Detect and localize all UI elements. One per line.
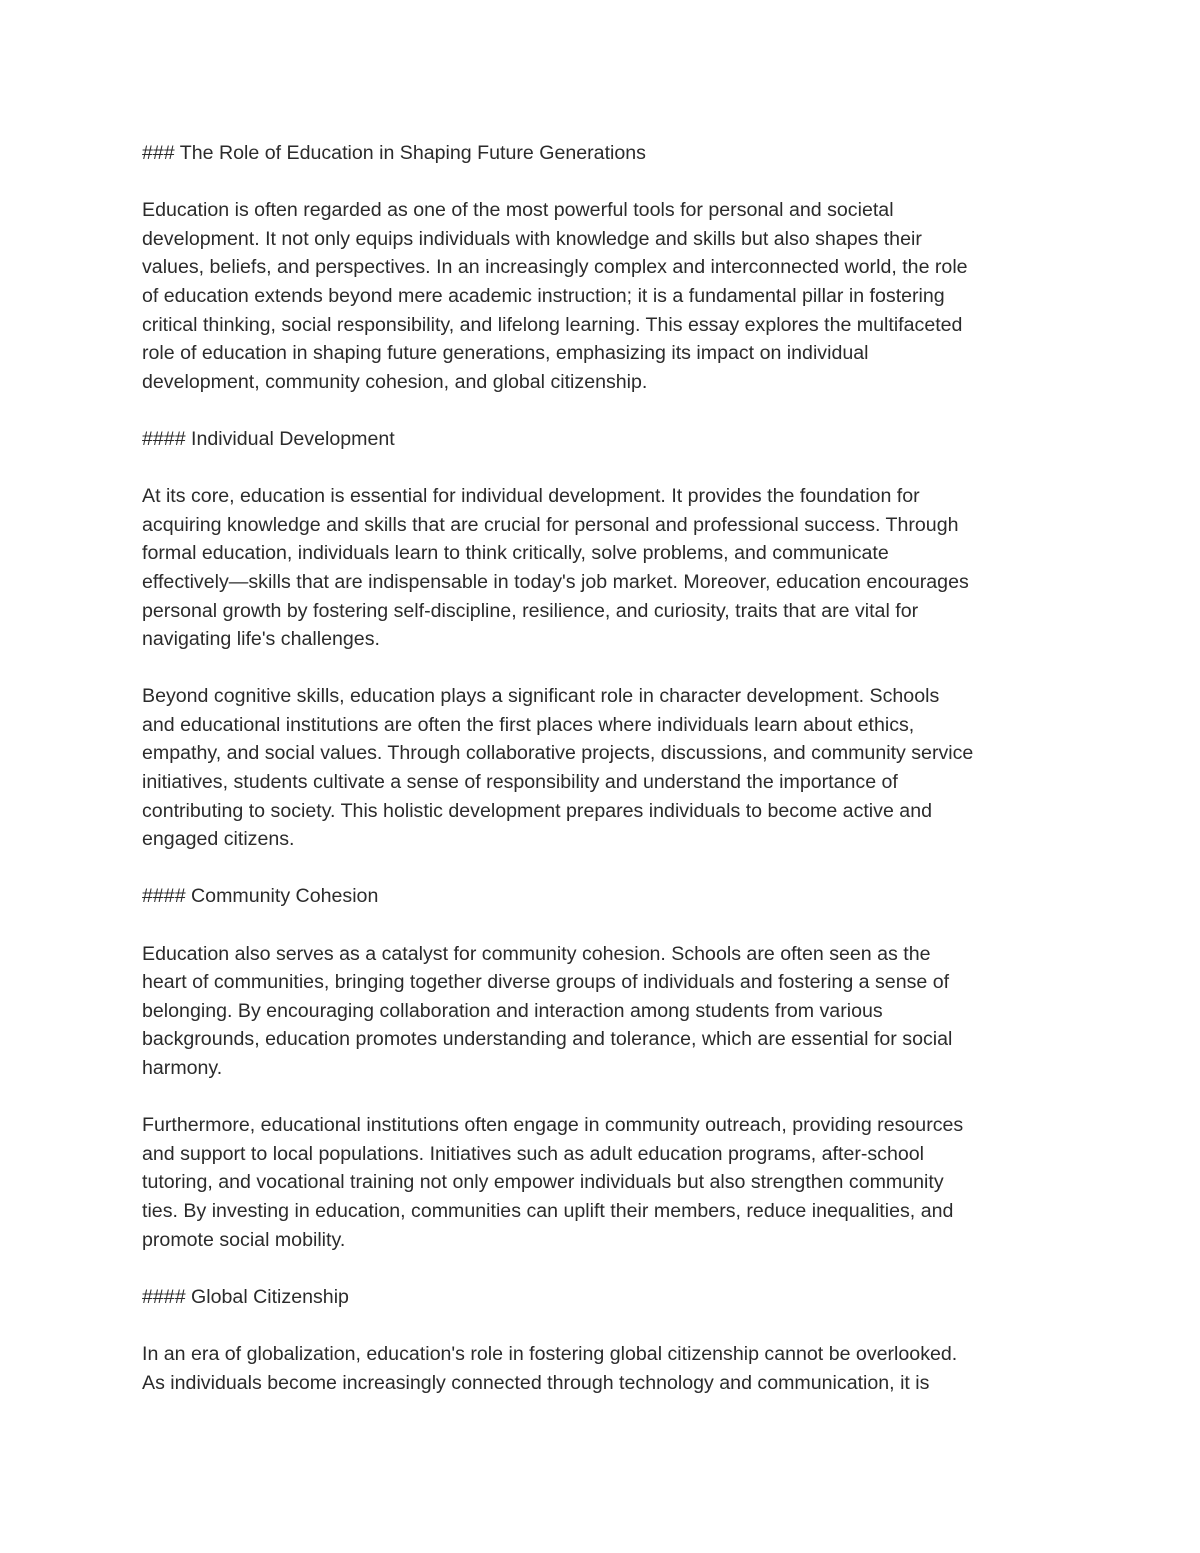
text-line: empathy, and social values. Through collaborative projects, discussions, and community service <box>142 742 974 765</box>
text-line: effectively—skills that are indispensable in today's job market. Moreover, education encourages <box>142 570 969 593</box>
text-line: In an era of globalization, education's role in fostering global citizenship cannot be overlooked. <box>142 1342 958 1365</box>
text-line: formal education, individuals learn to think critically, solve problems, and communicate <box>142 542 889 565</box>
text-line: ties. By investing in education, communities can uplift their members, reduce inequalities, and <box>142 1199 954 1222</box>
text-line: personal growth by fostering self-discipline, resilience, and curiosity, traits that are vital for <box>142 599 919 622</box>
text-line: Education is often regarded as one of the most powerful tools for personal and societal <box>142 199 894 222</box>
paragraph <box>142 940 1072 1083</box>
section-heading-individual-development: #### Individual Development <box>142 427 395 450</box>
blank-line <box>142 1254 1072 1283</box>
text-line: Furthermore, educational institutions often engage in community outreach, providing resources <box>142 1114 964 1137</box>
text-line: engaged citizens. <box>142 828 295 851</box>
text-line: Education also serves as a catalyst for community cohesion. Schools are often seen as the <box>142 942 931 965</box>
section-heading-global-citizenship: #### Global Citizenship <box>142 1285 349 1308</box>
text-line: acquiring knowledge and skills that are crucial for personal and professional success. Through <box>142 513 959 536</box>
text-line: values, beliefs, and perspectives. In an increasingly complex and interconnected world, the role <box>142 256 968 279</box>
text-line: development, community cohesion, and global citizenship. <box>142 370 648 393</box>
text-line: navigating life's challenges. <box>142 628 380 651</box>
blank-line <box>142 911 1072 940</box>
text-line: initiatives, students cultivate a sense of responsibility and understand the importance of <box>142 771 898 794</box>
text-line: tutoring, and vocational training not only empower individuals but also strengthen community <box>142 1171 944 1194</box>
document-title: ### The Role of Education in Shaping Future Generations <box>142 142 646 164</box>
blank-line <box>142 454 1072 483</box>
paragraph <box>142 1111 1072 1254</box>
text-line: belonging. By encouraging collaboration and interaction among students from various <box>142 999 883 1022</box>
text-line: and educational institutions are often the first places where individuals learn about ethics, <box>142 713 915 736</box>
intro-paragraph <box>142 196 1072 396</box>
text-line: promote social mobility. <box>142 1228 346 1251</box>
section-heading-community-cohesion: #### Community Cohesion <box>142 885 379 908</box>
blank-line <box>142 1083 1072 1112</box>
blank-line <box>142 168 1072 197</box>
paragraph <box>142 482 1072 654</box>
text-line: As individuals become increasingly connected through technology and communication, it is <box>142 1371 930 1394</box>
blank-line <box>142 1311 1072 1340</box>
text-line: and support to local populations. Initiatives such as adult education programs, after-school <box>142 1142 925 1165</box>
paragraph <box>142 1340 1072 1397</box>
text-line: critical thinking, social responsibility, and lifelong learning. This essay explores the multifaceted <box>142 313 963 336</box>
text-line: At its core, education is essential for individual development. It provides the foundation for <box>142 485 920 508</box>
text-line: backgrounds, education promotes understanding and tolerance, which are essential for social <box>142 1028 953 1051</box>
document-body <box>142 139 1072 1397</box>
blank-line <box>142 854 1072 883</box>
text-line: contributing to society. This holistic development prepares individuals to become active and <box>142 799 932 822</box>
paragraph <box>142 682 1072 854</box>
text-line: of education extends beyond mere academic instruction; it is a fundamental pillar in fostering <box>142 284 945 307</box>
text-line: heart of communities, bringing together diverse groups of individuals and fostering a sense of <box>142 971 950 994</box>
text-line: harmony. <box>142 1057 223 1079</box>
text-line: development. It not only equips individuals with knowledge and skills but also shapes their <box>142 227 922 250</box>
text-line: Beyond cognitive skills, education plays a significant role in character development. Schools <box>142 685 940 708</box>
blank-line <box>142 396 1072 425</box>
blank-line <box>142 654 1072 683</box>
text-line: role of education in shaping future generations, emphasizing its impact on individual <box>142 342 869 365</box>
